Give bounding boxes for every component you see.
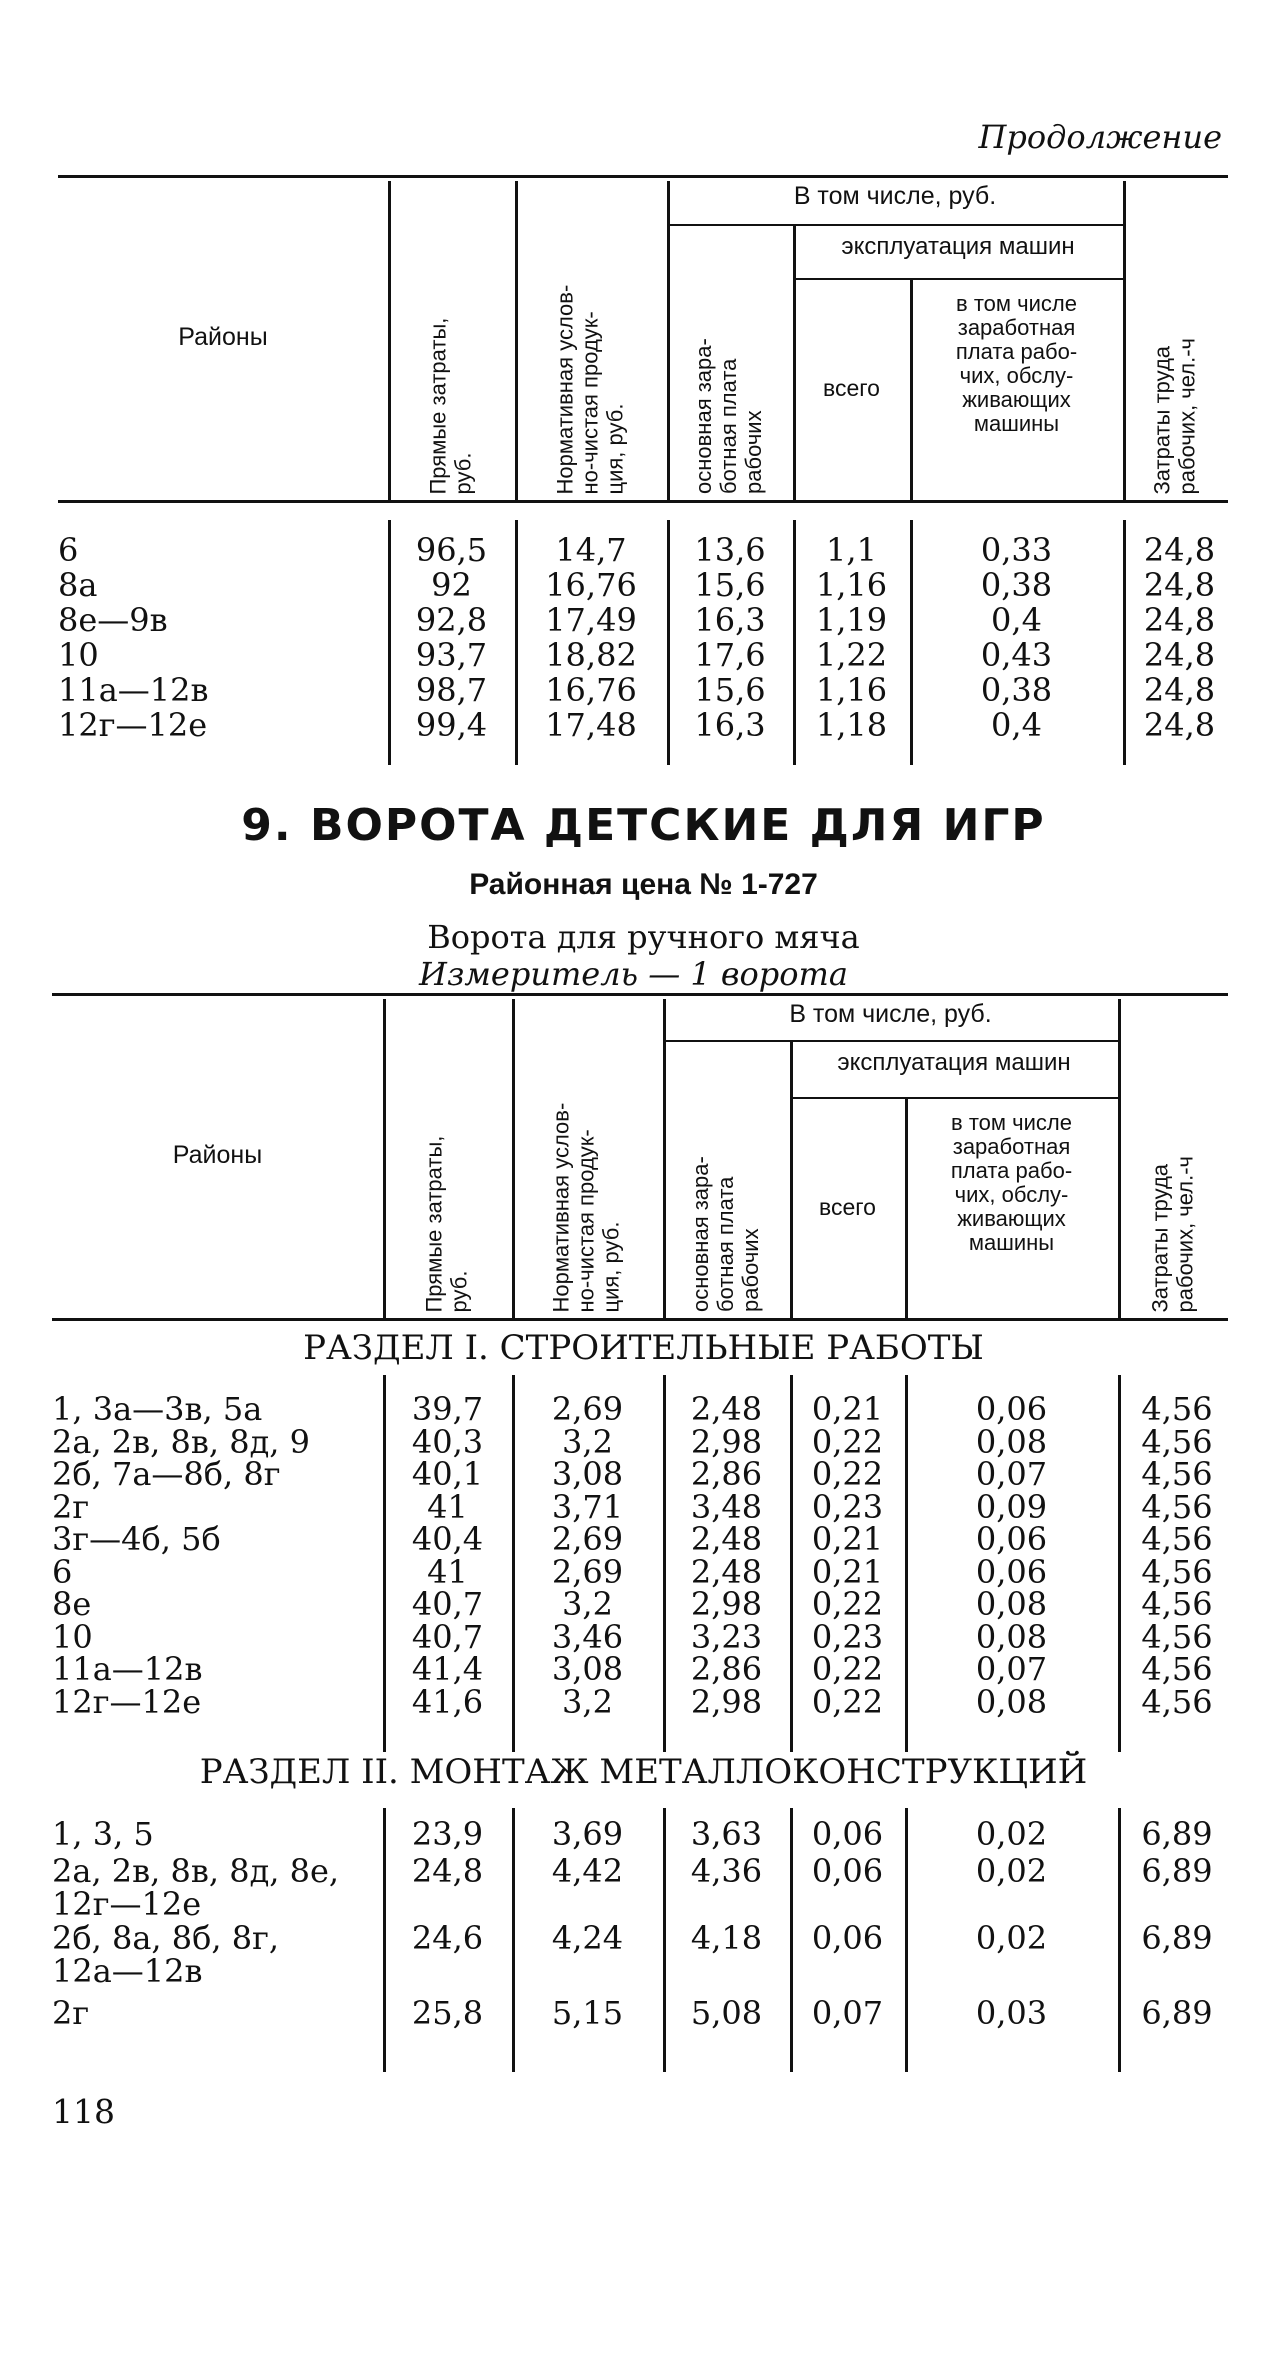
cell-district: 11а—12в (58, 671, 209, 709)
cell-district: 10 (52, 1617, 93, 1656)
header-labor: Затраты труда рабочих, чел.-ч (1147, 1155, 1197, 1312)
cell-machine-wage: 0,02 (975, 1852, 1048, 1890)
cell-machine-total: 0,21 (811, 1390, 884, 1428)
header-direct-costs: Прямые затраты, руб. (425, 317, 476, 494)
header-sub-rule (793, 278, 1123, 280)
cell-machine-total: 1,18 (815, 706, 888, 744)
cell-district: 12г—12е (52, 1682, 202, 1721)
cell-district: 2г (52, 1994, 90, 2032)
cell-labor: 24,8 (1143, 566, 1216, 604)
section-1-title: РАЗДЕЛ I. СТРОИТЕЛЬНЫЕ РАБОТЫ (303, 1328, 984, 1368)
cell-labor: 24,8 (1143, 531, 1216, 569)
cell-machine-wage: 0,03 (975, 1994, 1048, 2032)
header-normative: Нормативная услов- но-чистая продук- ция, руб. (552, 284, 627, 494)
cell-labor: 6,89 (1141, 1919, 1213, 1957)
cell-normative: 3,2 (562, 1422, 613, 1461)
cell-district: 11а—12в (52, 1650, 203, 1688)
cell-district: 2а, 2в, 8в, 8д, 8е, (52, 1852, 340, 1890)
cell-normative: 3,71 (551, 1487, 624, 1526)
cell-normative: 3,69 (551, 1815, 624, 1853)
table-top-rule (58, 175, 1228, 178)
cell-base-wage: 2,48 (690, 1552, 763, 1591)
column-divider (383, 999, 386, 1318)
header-incl-wage: в том числе заработная плата рабо- чих, обслу- живающих машины (955, 291, 1078, 436)
cell-machine-wage: 0,33 (980, 531, 1053, 569)
cell-base-wage: 2,86 (690, 1455, 763, 1493)
cell-direct-costs: 41 (427, 1552, 468, 1591)
cell-machine-total: 0,21 (811, 1552, 884, 1591)
column-divider (512, 999, 515, 1318)
header-base-wage: основная зара- ботная плата рабочих (687, 1156, 763, 1312)
cell-district: 2г (52, 1487, 90, 1526)
cell-base-wage: 5,08 (690, 1994, 763, 2032)
cell-direct-costs: 99,4 (415, 706, 488, 744)
cell-labor: 4,56 (1141, 1390, 1213, 1428)
header-incl-wage: в том числе заработная плата рабо- чих, обслу- живающих машины (950, 1110, 1073, 1255)
cell-machine-total: 1,16 (815, 566, 888, 604)
cell-labor: 6,89 (1141, 1852, 1213, 1890)
cell-direct-costs: 40,7 (411, 1617, 484, 1656)
cell-machine-total: 1,1 (826, 531, 877, 569)
section-2-title: РАЗДЕЛ II. МОНТАЖ МЕТАЛЛОКОНСТРУКЦИЙ (199, 1752, 1088, 1792)
cell-base-wage: 3,23 (690, 1617, 763, 1656)
cell-labor: 4,56 (1141, 1422, 1213, 1461)
cell-base-wage: 4,36 (690, 1852, 763, 1890)
header-sub-rule (790, 1097, 1118, 1099)
cell-labor: 4,56 (1141, 1650, 1213, 1688)
header-incl: В том числе, руб. (789, 1000, 992, 1028)
table-top-rule (52, 993, 1228, 996)
cell-base-wage: 2,98 (690, 1682, 763, 1721)
cell-machine-wage: 0,02 (975, 1919, 1048, 1957)
cell-direct-costs: 40,7 (411, 1585, 484, 1623)
cell-machine-wage: 0,08 (975, 1682, 1048, 1721)
header-districts: Районы (178, 322, 268, 351)
cell-normative: 5,15 (551, 1994, 624, 2032)
header-total: всего (819, 1193, 876, 1220)
cell-machine-wage: 0,06 (975, 1552, 1048, 1591)
cell-labor: 4,56 (1141, 1617, 1213, 1656)
header-base-wage: основная зара- ботная плата рабочих (691, 338, 766, 494)
cell-machine-wage: 0,06 (975, 1390, 1048, 1428)
cell-base-wage: 15,6 (694, 566, 766, 604)
header-incl: В том числе, руб. (793, 182, 997, 210)
cell-direct-costs: 40,3 (411, 1422, 484, 1461)
cell-machine-wage: 0,08 (975, 1617, 1048, 1656)
cell-machine-wage: 0,43 (980, 636, 1053, 674)
cell-machine-wage: 0,08 (975, 1422, 1048, 1461)
cell-base-wage: 15,6 (694, 671, 766, 709)
cell-normative: 4,42 (551, 1852, 624, 1890)
cell-direct-costs: 41 (427, 1487, 468, 1526)
cell-machine-wage: 0,02 (975, 1815, 1048, 1853)
cell-base-wage: 2,98 (690, 1422, 763, 1461)
cell-district: 8а (58, 566, 98, 604)
cell-machine-total: 1,16 (815, 671, 888, 709)
cell-direct-costs: 41,6 (411, 1682, 484, 1721)
cell-normative: 16,76 (545, 671, 637, 709)
cell-labor: 4,56 (1141, 1585, 1213, 1623)
cell-labor: 4,56 (1141, 1455, 1213, 1493)
cell-direct-costs: 40,1 (411, 1455, 484, 1493)
cell-direct-costs: 39,7 (411, 1390, 484, 1428)
cell-labor: 6,89 (1141, 1994, 1213, 2032)
cell-district: 12г—12е (58, 706, 208, 744)
cell-machine-total: 0,06 (811, 1919, 884, 1957)
cell-base-wage: 3,48 (690, 1487, 763, 1526)
cell-machine-total: 1,22 (815, 636, 888, 674)
header-machine-op: эксплуатация машин (841, 233, 1075, 260)
cell-machine-total: 0,06 (811, 1815, 884, 1853)
cell-base-wage: 16,3 (694, 601, 766, 639)
cell-normative: 4,24 (551, 1919, 624, 1957)
header-districts: Районы (172, 1140, 263, 1169)
cell-machine-total: 0,06 (811, 1852, 884, 1890)
column-divider (663, 999, 666, 1318)
header-normative: Нормативная услов- но-чистая продук- ция, руб. (548, 1102, 624, 1312)
cell-machine-wage: 0,07 (975, 1650, 1048, 1688)
header-bottom-rule (58, 500, 1228, 503)
cell-district-cont: 12а—12в (52, 1952, 203, 1990)
cell-machine-total: 0,22 (811, 1650, 884, 1688)
cell-labor: 4,56 (1141, 1682, 1213, 1721)
column-divider (793, 224, 796, 500)
cell-direct-costs: 96,5 (415, 531, 488, 569)
header-labor: Затраты труда рабочих, чел.-ч (1149, 337, 1200, 494)
cell-district: 3г—4б, 5б (52, 1520, 221, 1558)
cell-normative: 3,08 (551, 1650, 624, 1688)
cell-normative: 3,2 (562, 1585, 613, 1623)
cell-machine-total: 0,07 (811, 1994, 884, 2032)
cell-normative: 2,69 (551, 1552, 624, 1591)
cell-direct-costs: 93,7 (415, 636, 488, 674)
cell-district: 6 (52, 1552, 73, 1591)
cell-machine-total: 1,19 (815, 601, 888, 639)
cell-labor: 24,8 (1143, 601, 1216, 639)
cell-direct-costs: 24,8 (411, 1852, 484, 1890)
cell-base-wage: 13,6 (694, 531, 766, 569)
cell-normative: 16,76 (545, 566, 637, 604)
cell-normative: 3,46 (551, 1617, 624, 1656)
cell-district: 1, 3а—3в, 5а (52, 1390, 263, 1428)
cell-direct-costs: 98,7 (415, 671, 488, 709)
header-bottom-rule (52, 1318, 1228, 1321)
cell-labor: 4,56 (1141, 1520, 1213, 1558)
item-name: Ворота для ручного мяча (427, 918, 860, 956)
cell-base-wage: 2,48 (690, 1390, 763, 1428)
cell-base-wage: 2,48 (690, 1520, 763, 1558)
cell-direct-costs: 23,9 (411, 1815, 484, 1853)
price-number: Районная цена № 1-727 (469, 868, 818, 901)
cell-normative: 2,69 (551, 1520, 624, 1558)
cell-normative: 18,82 (545, 636, 637, 674)
header-total: всего (823, 375, 880, 401)
cell-district: 8е (52, 1585, 92, 1623)
cell-base-wage: 4,18 (690, 1919, 763, 1957)
cell-labor: 4,56 (1141, 1552, 1213, 1591)
cell-machine-wage: 0,09 (975, 1487, 1048, 1526)
cell-district: 2б, 7а—8б, 8г (52, 1455, 281, 1493)
cell-district: 1, 3, 5 (52, 1815, 154, 1853)
cell-district: 2а, 2в, 8в, 8д, 9 (52, 1422, 310, 1461)
cell-machine-wage: 0,06 (975, 1520, 1048, 1558)
cell-machine-wage: 0,4 (991, 601, 1042, 639)
cell-direct-costs: 40,4 (411, 1520, 484, 1558)
cell-base-wage: 3,63 (690, 1815, 763, 1853)
column-divider (388, 181, 391, 500)
cell-labor: 24,8 (1143, 671, 1216, 709)
section-heading: 9. ВОРОТА ДЕТСКИЕ ДЛЯ ИГР (241, 800, 1046, 851)
cell-base-wage: 2,86 (690, 1650, 763, 1688)
cell-machine-total: 0,22 (811, 1422, 884, 1461)
cell-direct-costs: 41,4 (411, 1650, 484, 1688)
cell-direct-costs: 24,6 (411, 1919, 484, 1957)
cell-normative: 2,69 (551, 1390, 624, 1428)
cell-normative: 3,2 (562, 1682, 613, 1721)
cell-labor: 24,8 (1143, 706, 1216, 744)
cell-base-wage: 2,98 (690, 1585, 763, 1623)
cell-machine-wage: 0,38 (980, 671, 1053, 709)
cell-base-wage: 16,3 (694, 706, 766, 744)
cell-machine-wage: 0,4 (991, 706, 1042, 744)
cell-machine-wage: 0,08 (975, 1585, 1048, 1623)
cell-direct-costs: 92 (431, 566, 472, 604)
cell-machine-total: 0,23 (811, 1617, 884, 1656)
cell-machine-wage: 0,38 (980, 566, 1053, 604)
cell-normative: 14,7 (555, 531, 627, 569)
cell-normative: 17,49 (545, 601, 637, 639)
cell-normative: 17,48 (545, 706, 637, 744)
header-machine-op: эксплуатация машин (837, 1049, 1071, 1076)
column-divider (515, 181, 518, 500)
column-divider (1123, 181, 1126, 500)
cell-direct-costs: 92,8 (415, 601, 488, 639)
cell-base-wage: 17,6 (694, 636, 766, 674)
cell-machine-wage: 0,07 (975, 1455, 1048, 1493)
column-divider (667, 181, 670, 500)
cell-labor: 6,89 (1141, 1815, 1213, 1853)
header-direct-costs: Прямые затраты, руб. (421, 1135, 472, 1312)
cell-district-cont: 12г—12е (52, 1885, 202, 1923)
cell-direct-costs: 25,8 (411, 1994, 484, 2032)
cell-machine-total: 0,23 (811, 1487, 884, 1526)
cell-machine-total: 0,22 (811, 1585, 884, 1623)
measure-unit: Измеритель — 1 ворота (419, 955, 848, 993)
cell-machine-total: 0,22 (811, 1455, 884, 1493)
cell-district: 8е—9в (58, 601, 168, 639)
cell-district: 6 (58, 531, 79, 569)
cell-machine-total: 0,22 (811, 1682, 884, 1721)
column-divider (790, 1040, 793, 1318)
column-divider (1118, 999, 1121, 1318)
cell-labor: 24,8 (1143, 636, 1216, 674)
cell-district: 2б, 8а, 8б, 8г, (52, 1919, 280, 1957)
cell-labor: 4,56 (1141, 1487, 1213, 1526)
cell-normative: 3,08 (551, 1455, 624, 1493)
page-number: 118 (52, 2092, 115, 2131)
cell-district: 10 (58, 636, 99, 674)
continuation-label: Продолжение (978, 118, 1222, 156)
cell-machine-total: 0,21 (811, 1520, 884, 1558)
